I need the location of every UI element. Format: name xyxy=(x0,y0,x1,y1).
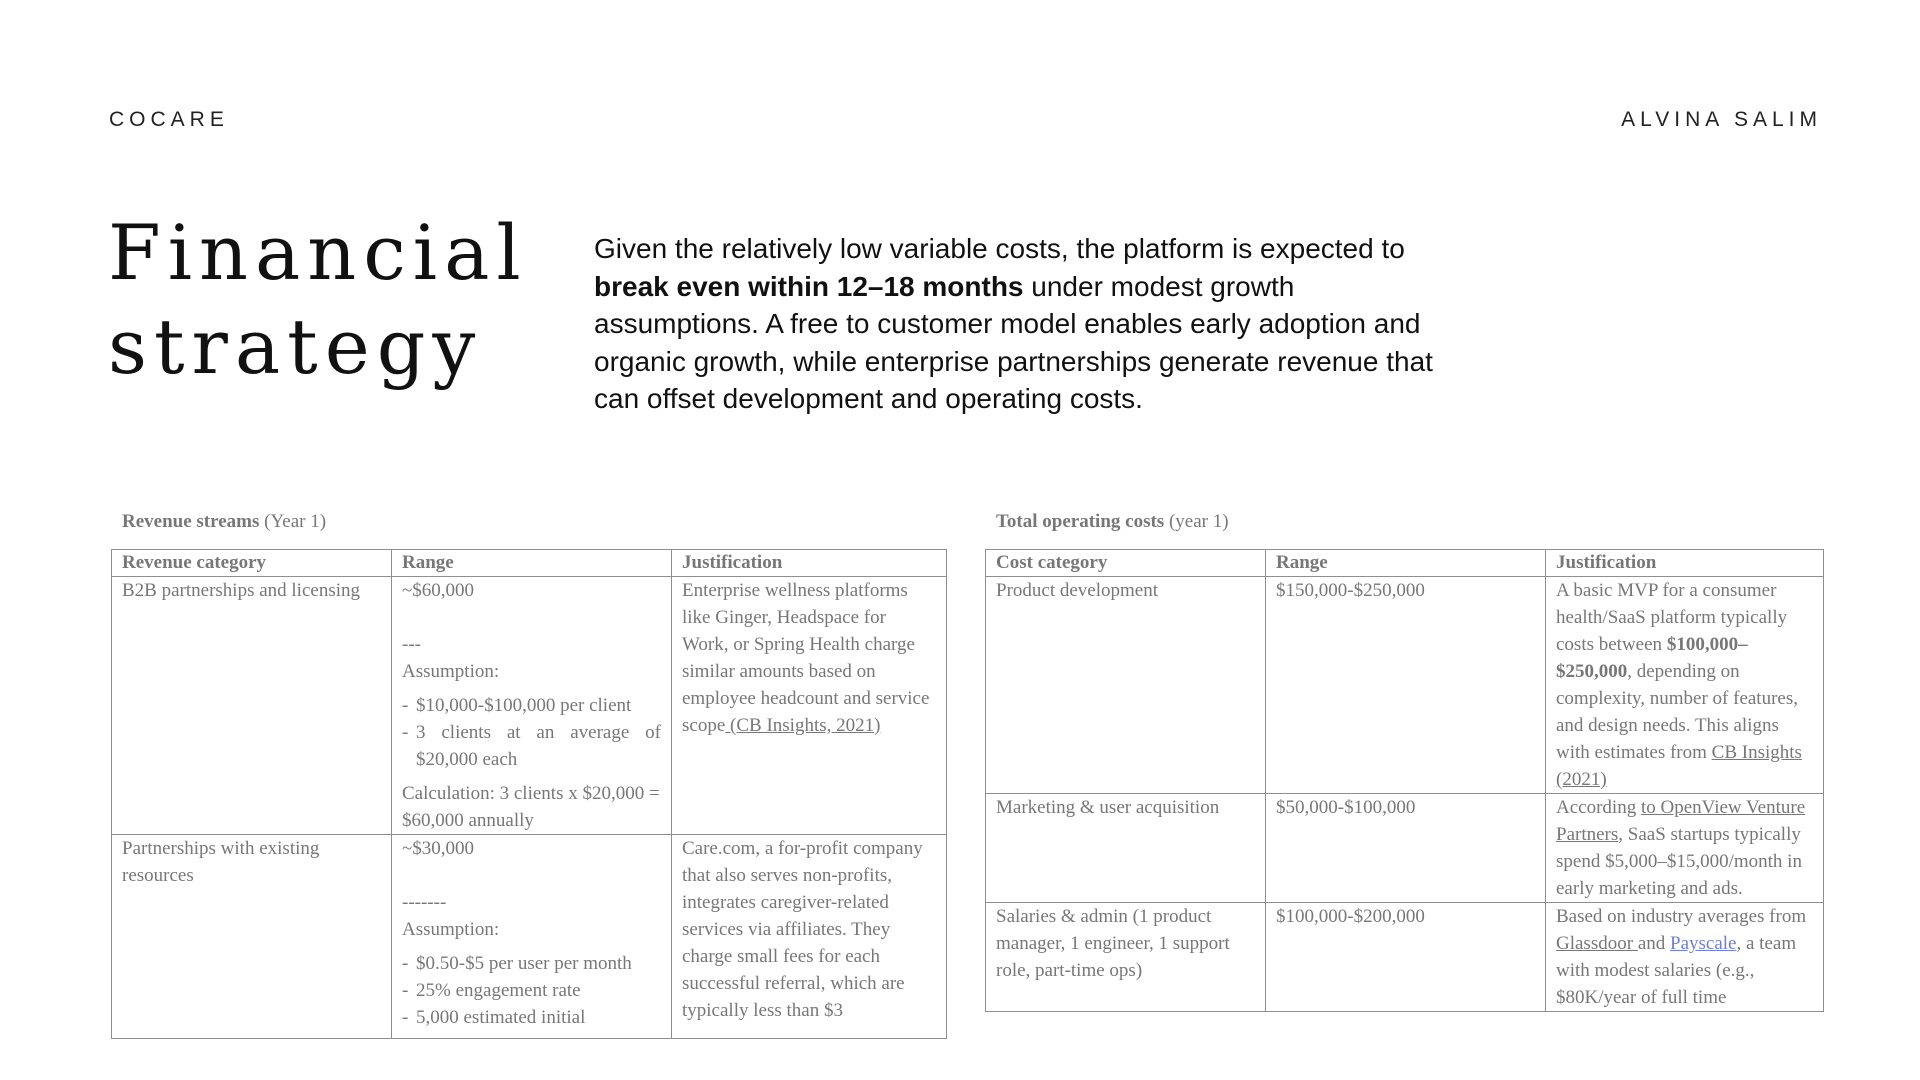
operating-costs-section xyxy=(985,508,1823,1012)
revenue-table-caption xyxy=(111,508,946,536)
assumption-list xyxy=(402,950,661,1031)
cost-justification-cell xyxy=(1546,903,1824,1012)
page-title xyxy=(108,206,528,394)
range-value: ~$30,000 xyxy=(402,838,475,859)
table-row xyxy=(112,835,947,1039)
revenue-caption-rest: (Year 1) xyxy=(259,511,327,532)
range-separator: ------- xyxy=(402,892,447,913)
title-line-1: Financial xyxy=(108,208,528,297)
cost-category-cell: Salaries & admin (1 product manager, 1 engineer, 1 support role, part-time ops) xyxy=(986,903,1266,1012)
justification-text: Enterprise wellness platforms like Ginger, Headspace for Work, or Spring Health charge similar amounts based on employee headcount and service scope xyxy=(682,580,930,736)
revenue-caption-bold: Revenue streams xyxy=(122,511,260,532)
list-item: - $10,000-$100,000 per client xyxy=(402,692,661,719)
revenue-table xyxy=(111,549,947,1039)
revenue-category-cell: Partnerships with existing resources xyxy=(112,835,392,1039)
justification-text: , SaaS startups typically spend $5,000–$15,000/month in early marketing and ads. xyxy=(1556,824,1802,899)
revenue-header-category: Revenue category xyxy=(112,550,392,577)
justification-text: and xyxy=(1637,933,1670,954)
assumption-label: Assumption: xyxy=(402,919,500,940)
costs-caption-bold: Total operating costs xyxy=(996,511,1165,532)
justification-text: , depending on complexity, number of features, and design needs. This aligns with estimates from xyxy=(1556,661,1798,763)
cost-range-cell: $50,000-$100,000 xyxy=(1266,794,1546,903)
assumption-label: Assumption: xyxy=(402,661,500,682)
cost-range-cell: $150,000-$250,000 xyxy=(1266,577,1546,794)
justification-text: Based on industry averages from xyxy=(1556,906,1807,927)
brand-name: COCARE xyxy=(109,108,229,131)
revenue-header-row xyxy=(112,550,947,577)
justification-text: , a team with modest salaries (e.g., $80K/year of full time xyxy=(1556,933,1797,1008)
justification-text: According xyxy=(1556,797,1641,818)
costs-header-justification: Justification xyxy=(1546,550,1824,577)
list-item: - 3 clients at an average of $20,000 each xyxy=(402,719,661,773)
assumption-list xyxy=(402,692,661,773)
revenue-range-cell xyxy=(392,577,672,835)
cost-justification-cell xyxy=(1546,577,1824,794)
list-item: - 25% engagement rate xyxy=(402,977,661,1004)
cost-category-cell: Product development xyxy=(986,577,1266,794)
costs-header-category: Cost category xyxy=(986,550,1266,577)
justification-bold: $100,000–$250,000 xyxy=(1556,634,1748,682)
title-line-2: strategy xyxy=(108,302,483,391)
cost-range-cell: $100,000-$200,000 xyxy=(1266,903,1546,1012)
range-separator: --- xyxy=(402,634,421,655)
table-row xyxy=(986,794,1824,903)
costs-table-caption xyxy=(985,508,1823,536)
cost-category-cell: Marketing & user acquisition xyxy=(986,794,1266,903)
glassdoor-link[interactable]: Glassdoor xyxy=(1556,933,1638,954)
author-name: ALVINA SALIM xyxy=(1621,108,1822,131)
list-item: - $0.50-$5 per user per month xyxy=(402,950,661,977)
calculation-text: Calculation: 3 clients x $20,000 = $60,000 annually xyxy=(402,783,660,831)
revenue-range-cell xyxy=(392,835,672,1039)
costs-header-range: Range xyxy=(1266,550,1546,577)
intro-text-before: Given the relatively low variable costs, the platform is expected to xyxy=(594,233,1405,264)
revenue-streams-section xyxy=(111,508,946,1039)
costs-table xyxy=(985,549,1824,1012)
intro-paragraph xyxy=(594,230,1434,418)
cost-justification-cell xyxy=(1546,794,1824,903)
costs-caption-rest: (year 1) xyxy=(1164,511,1229,532)
revenue-header-range: Range xyxy=(392,550,672,577)
table-row xyxy=(986,577,1824,794)
range-value: ~$60,000 xyxy=(402,580,475,601)
table-row xyxy=(986,903,1824,1012)
revenue-header-justification: Justification xyxy=(672,550,947,577)
table-row xyxy=(112,577,947,835)
revenue-justification-cell: Care.com, a for-profit company that also serves non-profits, integrates caregiver-related services via affiliates. They charge small fees for each successful referral, which are typically less than $3 xyxy=(672,835,947,1039)
revenue-category-cell: B2B partnerships and licensing xyxy=(112,577,392,835)
revenue-justification-cell xyxy=(672,577,947,835)
payscale-link[interactable]: Payscale xyxy=(1670,933,1737,954)
source-link[interactable]: (CB Insights, 2021) xyxy=(725,715,881,736)
costs-header-row xyxy=(986,550,1824,577)
list-item: - 5,000 estimated initial xyxy=(402,1004,661,1031)
intro-highlight: break even within 12–18 months xyxy=(594,270,1024,302)
source-link[interactable]: to OpenView Venture Partners xyxy=(1556,797,1806,845)
intro-text-after: under modest growth assumptions. A free to customer model enables early adoption and organic growth, while enterprise partnerships generate revenue that can offset development and operating costs. xyxy=(594,270,1433,414)
justification-text: A basic MVP for a consumer health/SaaS platform typically costs between xyxy=(1556,580,1788,655)
source-link[interactable]: CB Insights (2021) xyxy=(1556,742,1802,790)
